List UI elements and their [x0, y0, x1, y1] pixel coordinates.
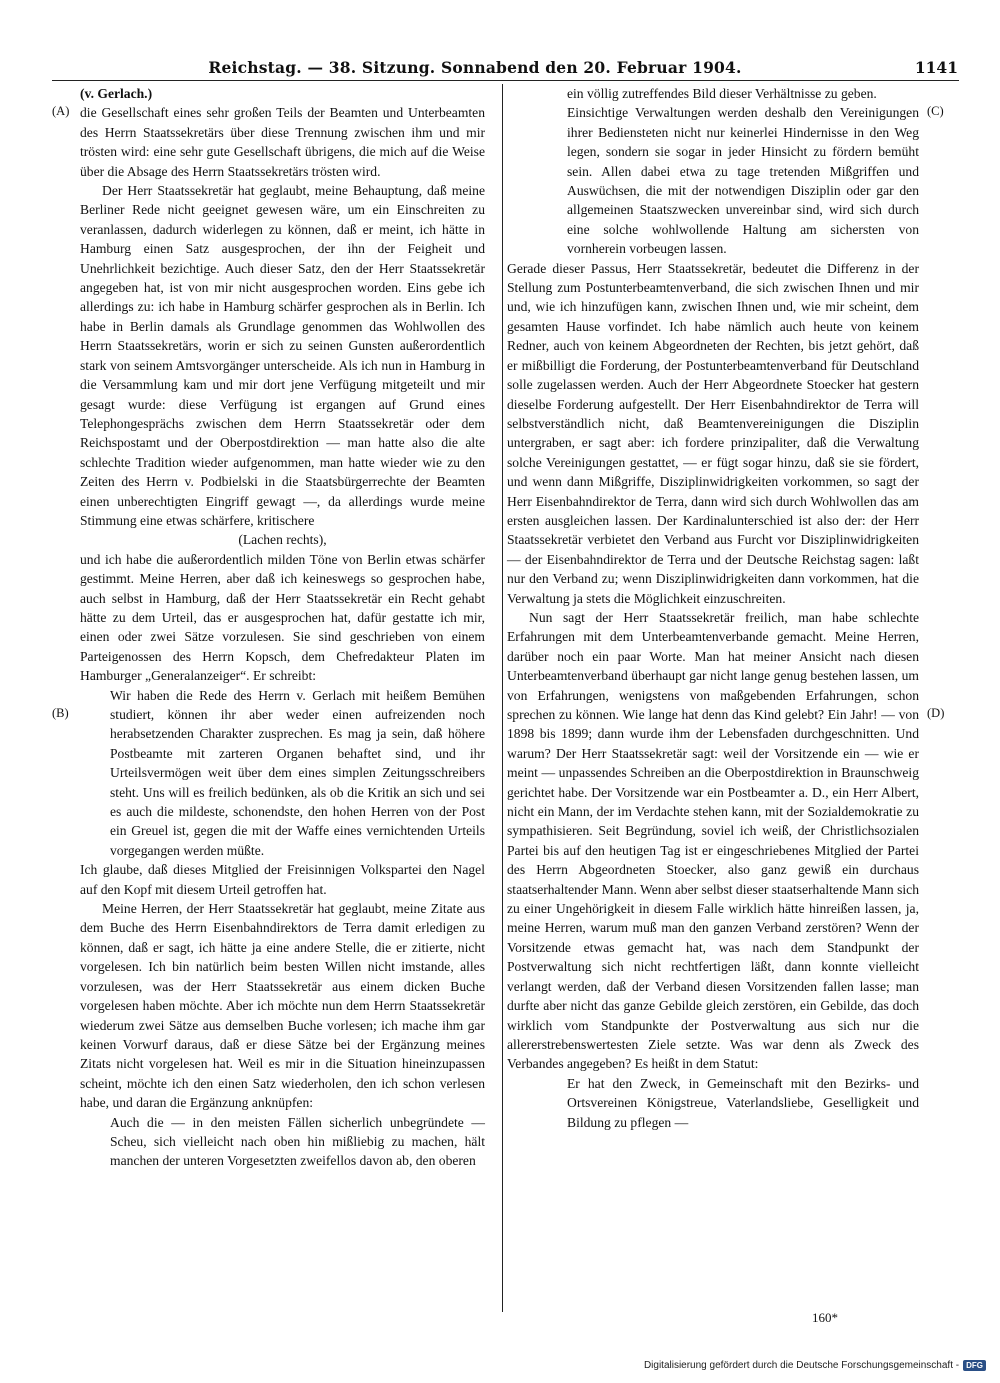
margin-marker-d: (D)	[927, 706, 945, 720]
footer	[644, 1360, 986, 1371]
interjection: (Lachen rechts),	[238, 532, 327, 548]
page-number: 1141	[914, 58, 958, 77]
paragraph: Der Herr Staatssekretär hat geglaubt, meine Behauptung, daß meine Berliner Rede nicht geeignet gewesen wäre, um ein Einschreiten zu veranlassen, dadurch widerlegen zu können, daß er meint, ich hätte in Hamburg einen Satz ausgesprochen, der ihn der Feigheit und Unehrlichkeit bezichtige. Auch dieser Satz, den der Herr Staatssekretär angegeben hat, ist von mir nicht ausgesprochen worden. Eins gebe ich allerdings zu: ich habe in Hamburg schärfer gesprochen als in Berlin. Ich habe in Berlin damals als Grundlage genommen das Wohlwollen des Herrn Staatssekretärs, worin er sich zu seinen Gunsten außerordentlich stark von seinem Amtsvorgänger unterscheide. Als ich nun in Hamburg in die Versammlung kam und mir dort jene Verfügung mitgeteilt und mir gesagt wurde: diese Verfügung ist ergangen auf Grund eines Telephongesprächs zwischen dem Herrn Staatssekretär oder dem Reichspostamt und der Oberpostdirektion — man hatte also die alte schlechte Tradition wieder aufgenommen, man hatte wieder wie zu den Zeiten des Herrn v. Podbielski in die Staatsbürgerrechte der Beamten einen unberechtigten Eingriff gewagt —, da allerdings wurde meine Stimmung eine etwas schärfere, kritischere	[80, 183, 485, 528]
margin-marker-a: (A)	[52, 104, 70, 118]
page-header	[52, 56, 958, 82]
column-divider	[502, 84, 503, 1312]
margin-marker-b: (B)	[52, 706, 69, 720]
signature-mark: 160*	[812, 1310, 838, 1325]
paragraph: Gerade dieser Passus, Herr Staatssekretär, bedeutet die Differenz in der Stellung zum Postunterbeamtenverband, die sich zwischen Ihnen und mir und, wie ich hinzufügen kann, zwischen Ihnen und, wie mir scheint, dem gesamten Hause vorfindet. Ich habe nämlich auch heute von keinem Redner, auch von keinem Abgeordneten der Rechten, bis jetzt gehört, daß er mißbilligt die Forderung, der Postunterbeamtenverband für Deutschland solle zugelassen werden. Auch der Herr Abgeordnete Stoecker hat gestern dieselbe Forderung aufgestellt. Der Herr Eisenbahndirektor de Terra will selbstverständlich nicht, daß Beamtenvereinigungen die Disziplin untergraben, er sagt aber: ich fordere prinzipaliter, daß die Verwaltung solche Vereinigungen gestattet, — er fügt sogar hinzu, daß sie sie fördert, und wenn dann Mißgriffe, Disziplinwidrigkeiten vorkommen, so sagt der Herr Eisenbahndirektor de Terra, dann wird sich durch Wohlwollen das am ersten ausgleichen lassen. Der Kardinalunterschied ist also der: der Herr Staatssekretär verbietet den Verband aus Furcht vor Disziplinwidrigkeiten — der Eisenbahndirektor de Terra und der Deutsche Reichstag sagen: laßt nur den Verband zu; wenn Disziplinwidrigkeiten dann vorkommen, hat die Verwaltung ja stets die Möglichkeit einzuschreiten.	[507, 260, 919, 606]
paragraph: und ich habe die außerordentlich milden Töne von Berlin etwas schärfer gestimmt. Meine Herren, aber daß ich keineswegs so gesprochen habe, auch selbst in Hamburg, daß der Herr Staatssekretär ein Recht gehabt hätte zu dem Urteil, das er ausgesprochen hat, dafür gestatte ich mir, einen oder zwei Sätze vorzulesen. Sie sind geschrieben von einem Parteigenossen des Herrn Kopsch, dem Chefredakteur Platen im Hamburger „Generalanzeiger“. Er schreibt:	[80, 551, 485, 684]
running-title: Reichstag. — 38. Sitzung. Sonnabend den 20. Februar 1904.	[208, 58, 742, 77]
block-quote: Einsichtige Verwaltungen werden deshalb den Vereinigungen ihrer Bediensteten nicht nur keinerlei Hindernisse in den Weg legen, sondern sie sogar in jeder Hinsicht zu fördern bemüht sein. Allen dabei etwa zu tage tretenden Mißgriffen und Auswüchsen, die mit der notwendigen Disziplin oder gar den allgemeinen Staatszwecken unvereinbar sind, wird sich durch eine solche wohlwollende Haltung am sichersten von vornherein vorbeugen lassen.	[567, 105, 919, 257]
paragraph: Nun sagt der Herr Staatssekretär freilich, man habe schlechte Erfahrungen mit dem Unterbeamtenverbande gemacht. Meine Herren, darüber noch ein paar Worte. Man hat meiner Ansicht nach diesen Unterbeamtenverband überhaupt gar nicht lange genug bestehen lassen, um von Erfahrungen, wenigstens von maßgebenden Erfahrungen, schon sprechen zu können. Wie lange hat denn das Kind gelebt? Ein Jahr! — von 1898 bis 1899; dann wurde ihm der Lebensfaden durchgeschnitten. Und warum? Der Herr Staatssekretär sagt: weil der Vorsitzende ein — wie er meint — unpassendes Schreiben an die Oberpostdirektion in Braunschweig gerichtet habe. Der Vorsitzende war ein Postbeamter a. D., ein Herr Albert, nicht ein Mann, der im Verdachte stehen kann, mit der Sozialdemokratie zu sympathisieren. Seit Begründung, soviel ich weiß, der Christlichsozialen Partei bis auf den heutigen Tag ist er eingeschriebenes Mitglied der Partei des Herrn Abgeordneten Stoecker, also ganz gewiß ein durchaus staatserhaltender Mann. Wenn aber selbst dieser staatserhaltende Mann sich zu einer Ungehörigkeit in diesem Falle wirklich hätte hinreißen lassen, ja, meine Herren, warum muß man den ganzen Verband zerstören? Wenn der Vorsitzende etwas gemacht hat, was nach dem Standpunkt der Postverwaltung sich nicht rechtfertigen läßt, dann konnte vielleicht verlangt werden, daß der Verband diesen Vorsitzenden fallen lasse; man durfte aber nicht das ganze Gebilde gleich zerstören, ein Gebilde, das doch wirklich vom Standpunkte der Postverwaltung aus sich nur die allererstrebenswertesten Ziele setzte. Was war denn als Zweck des Verbandes angegeben? Es heißt in dem Statut:	[507, 609, 919, 1072]
block-quote: Er hat den Zweck, in Gemeinschaft mit den Bezirks- und Ortsvereinen Königstreue, Vaterlandsliebe, Geselligkeit und Bildung zu pflegen —	[567, 1075, 919, 1130]
dfg-logo: DFG	[963, 1360, 986, 1371]
block-quote: Wir haben die Rede des Herrn v. Gerlach mit heißem Bemühen studiert, können ihr aber weder einen aufreizenden noch herabsetzenden Charakter zusprechen. Es mag ja sein, daß höhere Postbeamte mit zarteren Organen behaftet sind, und ihr Urteilsvermögen weit über dem eines simplen Zeitungsschreibers steht. Uns will es freilich bedünken, als ob die Kritik an sich und sei es auch die mildeste, schonendste, den hohen Herren von der Post ein Greuel ist, gegen die mit der Waffe eines vernichtenden Urteils vorgegangen werden müßte.	[110, 687, 485, 858]
left-column	[80, 84, 485, 1171]
margin-marker-c: (C)	[927, 104, 944, 118]
speaker-label: (v. Gerlach.)	[80, 86, 153, 101]
header-rule	[52, 80, 959, 81]
block-quote: Auch die — in den meisten Fällen sicherlich unbegründete — Scheu, sich vielleicht nach oben hin mißliebig zu machen, hält manchen der unteren Vorgesetzten zweifellos davon ab, den oberen	[110, 1114, 485, 1169]
paragraph: die Gesellschaft eines sehr großen Teils der Beamten und Unterbeamten des Herrn Staatssekretärs über diese Trennung zwischen ihm und mir trösten wird: eine sehr gute Gesellschaft übrigens, die mich auf die Weise über die Absage des Herrn Staatssekretärs trösten wird.	[80, 105, 485, 179]
paragraph: Ich glaube, daß dieses Mitglied der Freisinnigen Volkspartei den Nagel auf den Kopf mit diesem Urteil getroffen hat.	[80, 862, 485, 897]
right-column	[507, 84, 919, 1132]
block-quote: ein völlig zutreffendes Bild dieser Verhältnisse zu geben.	[567, 86, 877, 101]
footer-text: Digitalisierung gefördert durch die Deutsche Forschungsgemeinschaft -	[643, 1360, 960, 1371]
paragraph: Meine Herren, der Herr Staatssekretär hat geglaubt, meine Zitate aus dem Buche des Herrn Eisenbahndirektors de Terra damit erledigen zu können, daß er sagt, ich hätte ja eine andere Stelle, die er zitierte, nicht vorgelesen. Ich bin natürlich beim besten Willen nicht imstande, alles vorzulesen, was der Herr Staatssekretär aus einem dicken Buche vorgelesen haben möchte. Aber ich möchte nun dem Herrn Staatssekretär wiederum zwei Sätze aus demselben Buche vorlesen; ich mache ihm gar keinen Vorwurf daraus, daß er diese Sätze bei der Ergänzung meines Zitats nicht vorgelesen hat. Weil es mir in die Situation hineinzupassen scheint, möchte ich den einen Satz wiederholen, den ich schon verlesen habe, und daran die Ergänzung anknüpfen:	[80, 901, 485, 1111]
